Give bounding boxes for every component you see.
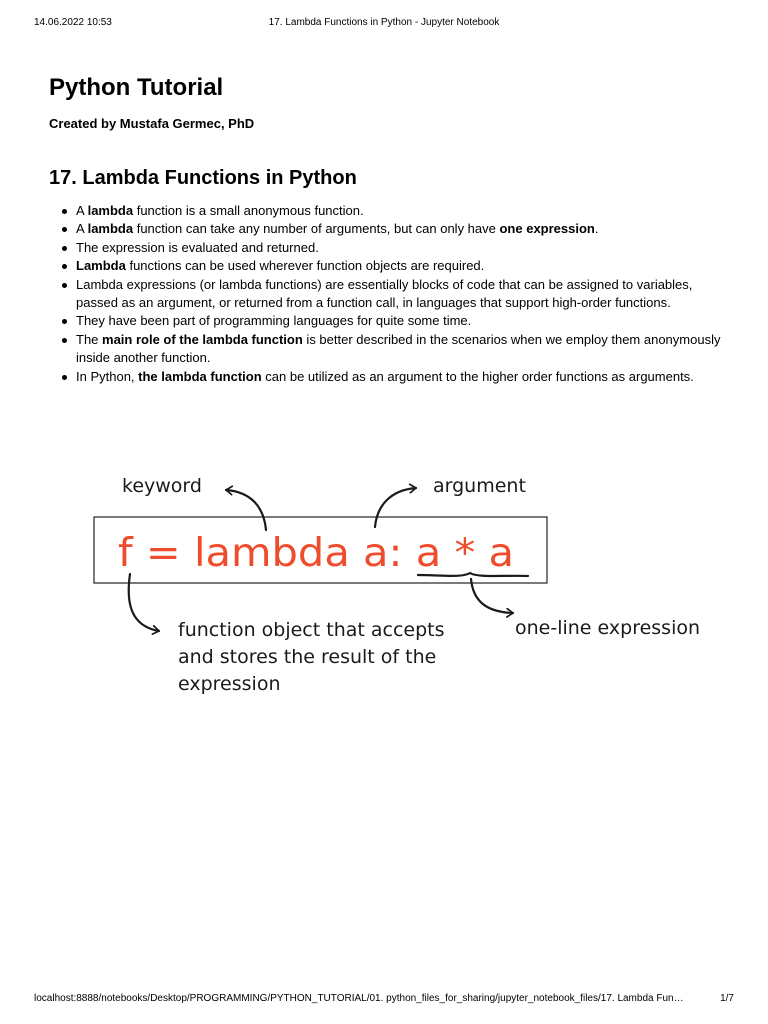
text: A (76, 221, 88, 237)
text: The expression is evaluated and returned. (76, 239, 319, 255)
expression-label: one-line expression (515, 617, 701, 639)
function-object-label-line-3: expression (178, 673, 281, 695)
bold-text: lambda (87, 203, 134, 218)
expression-arrow (471, 579, 513, 613)
print-document-title: 17. Lambda Functions in Python - Jupyter Notebook (268, 17, 500, 28)
lambda-code: f = lambda a: a * a (118, 531, 514, 576)
text: A (76, 203, 88, 218)
function-object-label-line-1: function object that accepts (178, 619, 445, 641)
text: Lambda expressions (or lambda functions) are essentially blocks of code that can be assigned to variables, passed as an argument, or returned from a function call, in languages that support high-order functions. (76, 276, 693, 311)
keyword-label: keyword (122, 475, 202, 497)
argument-arrow (375, 488, 416, 527)
keyword-arrow (226, 490, 266, 530)
page-title: Python Tutorial (49, 74, 224, 101)
page-number: 1/7 (720, 993, 734, 1004)
function-object-label-line-2: and stores the result of the (178, 646, 437, 668)
text: They have been part of programming languages for quite some time. (76, 313, 472, 329)
bold-text: lambda (87, 221, 134, 237)
text: functions can be used wherever function objects are required. (125, 258, 485, 274)
bold-text: main role of the lambda function (102, 331, 303, 347)
author-credit: Created by Mustafa Germec, PhD (49, 116, 255, 131)
print-footer (0, 993, 768, 1007)
bold-text: Lambda (76, 258, 126, 274)
bold-text: the lambda function (138, 368, 262, 384)
argument-label: argument (433, 475, 526, 497)
text: function can take any number of arguments, but can only have (133, 221, 500, 237)
text: The (76, 331, 103, 347)
text: . (594, 221, 599, 237)
page-url: localhost:8888/notebooks/Desktop/PROGRAMMING/PYTHON_TUTORIAL/01. python_files_for_sharing/jupyter_notebook_files/17. Lambda Fun… (34, 993, 684, 1004)
print-date: 14.06.2022 10:53 (34, 17, 112, 28)
text: function is a small anonymous function. (133, 203, 364, 218)
text: can be utilized as an argument to the higher order functions as arguments. (261, 368, 694, 384)
bold-text: one expression (499, 221, 595, 237)
section-title: 17. Lambda Functions in Python (49, 167, 357, 189)
text: is better described in the scenarios when we employ them anonymously inside another function. (76, 331, 721, 366)
text: In Python, (76, 368, 139, 384)
